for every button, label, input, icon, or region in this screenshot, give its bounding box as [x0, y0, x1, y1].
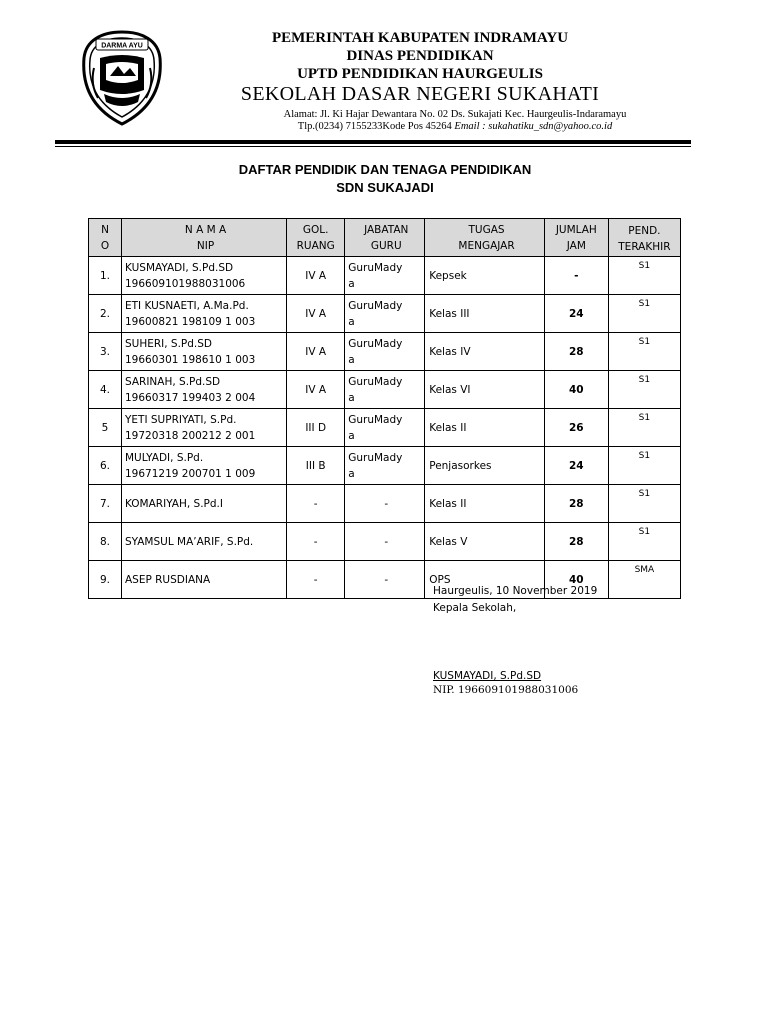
- letterhead-contact: [225, 121, 685, 132]
- cell-nip: 19720318 200212 2 001: [124, 429, 256, 442]
- cell-pend: S1: [608, 257, 680, 295]
- cell-jam: 28: [544, 333, 608, 371]
- signature-role: Kepala Sekolah,: [433, 602, 517, 614]
- letterhead-unit: UPTD PENDIDIKAN HAURGEULIS: [297, 66, 543, 82]
- cell-no: 4.: [89, 371, 122, 409]
- document-title: DAFTAR PENDIDIK DAN TENAGA PENDIDIKAN: [238, 162, 532, 177]
- cell-name-nip: [121, 409, 286, 447]
- cell-name: SYAMSUL MA’ARIF, S.Pd.: [121, 523, 286, 561]
- cell-pend: S1: [608, 523, 680, 561]
- header-jabatan-line2: GURU: [370, 239, 402, 252]
- letterhead-school-name: SEKOLAH DASAR NEGERI SUKAHATI: [240, 83, 600, 105]
- cell-no: 1.: [89, 257, 122, 295]
- cell-pend: S1: [608, 295, 680, 333]
- header-pend-line1: PEND.: [628, 225, 661, 237]
- cell-gol: IV A: [287, 333, 345, 371]
- cell-gol: -: [287, 485, 345, 523]
- cell-gol: III B: [287, 447, 345, 485]
- cell-tugas: Penjasorkes: [425, 447, 545, 485]
- cell-jabatan: [345, 295, 425, 333]
- header-gol: [287, 219, 345, 257]
- cell-tugas: Kelas II: [425, 485, 545, 523]
- cell-jam: 24: [544, 447, 608, 485]
- header-pend-line2: TERAKHIR: [618, 241, 671, 253]
- letterhead-government: PEMERINTAH KABUPATEN INDRAMAYU: [271, 30, 569, 46]
- cell-name-nip: [121, 447, 286, 485]
- header-nama-line1: N A M A: [184, 223, 227, 236]
- cell-jabatan-line2: a: [348, 353, 355, 366]
- cell-name: YETI SUPRIYATI, S.Pd.: [124, 413, 237, 426]
- table-row: [89, 523, 681, 561]
- header-no-line1: N: [101, 223, 109, 236]
- table-row: [89, 447, 681, 485]
- cell-tugas: Kepsek: [425, 257, 545, 295]
- cell-jabatan-line1: GuruMady: [348, 451, 403, 464]
- cell-no: 5: [89, 409, 122, 447]
- letterhead-address: Alamat: Jl. Ki Hajar Dewantara No. 02 Ds. Sukajati Kec. Haurgeulis-Indaramayu: [283, 109, 627, 120]
- cell-tugas: Kelas IV: [425, 333, 545, 371]
- cell-tugas: Kelas II: [425, 409, 545, 447]
- cell-no: 6.: [89, 447, 122, 485]
- cell-jabatan: [345, 333, 425, 371]
- cell-jabatan-line1: GuruMady: [348, 299, 403, 312]
- cell-tugas: Kelas V: [425, 523, 545, 561]
- cell-no: 3.: [89, 333, 122, 371]
- letterhead-email: Email : sukahatiku_sdn@yahoo.co.id: [454, 121, 613, 132]
- cell-no: 8.: [89, 523, 122, 561]
- header-pend: [608, 219, 680, 257]
- cell-nip: 196609101988031006: [124, 277, 246, 290]
- header-no: [89, 219, 122, 257]
- header-nama: [121, 219, 286, 257]
- staff-table: [88, 218, 681, 599]
- signature-name: KUSMAYADI, S.Pd.SD: [433, 670, 542, 682]
- cell-name: ETI KUSNAETI, A.Ma.Pd.: [124, 299, 249, 312]
- table-row: [89, 257, 681, 295]
- header-tugas-line1: TUGAS: [468, 223, 505, 236]
- cell-nip: 19660301 198610 1 003: [124, 353, 256, 366]
- cell-jabatan-line1: GuruMady: [348, 261, 403, 274]
- cell-jam: 40: [544, 561, 608, 599]
- cell-jam: -: [544, 257, 608, 295]
- signature-nip: NIP. 196609101988031006: [433, 684, 579, 696]
- table-row: [89, 333, 681, 371]
- letterhead-thin-rule: [55, 146, 691, 147]
- logo-ribbon-text: DARMA AYU: [101, 42, 143, 50]
- cell-gol: -: [287, 523, 345, 561]
- cell-jabatan-line2: a: [348, 315, 355, 328]
- cell-jabatan: [345, 371, 425, 409]
- cell-name-nip: [121, 257, 286, 295]
- cell-name: ASEP RUSDIANA: [121, 561, 286, 599]
- cell-pend: S1: [608, 485, 680, 523]
- cell-jabatan: -: [345, 523, 425, 561]
- table-row: [89, 371, 681, 409]
- cell-pend: S1: [608, 333, 680, 371]
- letterhead-phone: Tlp.(0234) 7155233Kode Pos 45264: [297, 121, 452, 132]
- cell-jabatan-line1: GuruMady: [348, 375, 403, 388]
- header-jumlah-line2: JAM: [566, 239, 586, 252]
- cell-jabatan: -: [345, 561, 425, 599]
- table-row: [89, 295, 681, 333]
- cell-gol: IV A: [287, 371, 345, 409]
- cell-gol: IV A: [287, 257, 345, 295]
- cell-nip: 19671219 200701 1 009: [124, 467, 256, 480]
- header-jabatan-line1: JABATAN: [364, 223, 409, 236]
- cell-jabatan: [345, 447, 425, 485]
- header-nama-line2: NIP: [196, 239, 215, 252]
- cell-pend: S1: [608, 409, 680, 447]
- cell-name: MULYADI, S.Pd.: [124, 451, 204, 464]
- cell-name: KUSMAYADI, S.Pd.SD: [124, 261, 234, 274]
- staff-table-header: [89, 219, 681, 257]
- cell-jabatan: -: [345, 485, 425, 523]
- cell-jam: 26: [544, 409, 608, 447]
- header-jumlah-line1: JUMLAH: [555, 223, 597, 236]
- cell-jabatan-line2: a: [348, 277, 355, 290]
- cell-name-nip: [121, 371, 286, 409]
- header-no-line2: O: [100, 239, 110, 252]
- cell-no: 7.: [89, 485, 122, 523]
- cell-jam: 28: [544, 523, 608, 561]
- header-jumlah: [544, 219, 608, 257]
- cell-tugas: Kelas VI: [425, 371, 545, 409]
- cell-tugas: OPS: [425, 561, 545, 599]
- cell-jabatan-line2: a: [348, 467, 355, 480]
- header-gol-line1: GOL.: [302, 223, 329, 236]
- letterhead-thick-rule: [55, 140, 691, 144]
- cell-name-nip: [121, 333, 286, 371]
- header-gol-line2: RUANG: [296, 239, 335, 252]
- document-subtitle: SDN SUKAJADI: [336, 180, 434, 195]
- cell-no: 2.: [89, 295, 122, 333]
- cell-jabatan-line2: a: [348, 391, 355, 404]
- cell-jabatan-line1: GuruMady: [348, 337, 403, 350]
- cell-nip: 19600821 198109 1 003: [124, 315, 256, 328]
- header-tugas: [425, 219, 545, 257]
- cell-jam: 40: [544, 371, 608, 409]
- table-row: [89, 485, 681, 523]
- cell-pend: S1: [608, 371, 680, 409]
- cell-no: 9.: [89, 561, 122, 599]
- cell-name-nip: [121, 295, 286, 333]
- cell-pend: SMA: [608, 561, 680, 599]
- cell-jabatan-line1: GuruMady: [348, 413, 403, 426]
- cell-jabatan-line2: a: [348, 429, 355, 442]
- cell-name: SARINAH, S.Pd.SD: [124, 375, 221, 388]
- cell-gol: III D: [287, 409, 345, 447]
- header-tugas-line2: MENGAJAR: [458, 239, 515, 252]
- cell-name: SUHERI, S.Pd.SD: [124, 337, 213, 350]
- cell-nip: 19660317 199403 2 004: [124, 391, 256, 404]
- cell-jam: 24: [544, 295, 608, 333]
- cell-name: KOMARIYAH, S.Pd.I: [121, 485, 286, 523]
- staff-table-body: [89, 257, 681, 599]
- cell-gol: -: [287, 561, 345, 599]
- header-row: [89, 219, 681, 257]
- cell-gol: IV A: [287, 295, 345, 333]
- header-jabatan: [345, 219, 425, 257]
- cell-tugas: Kelas III: [425, 295, 545, 333]
- signature-place-date: Haurgeulis, 10 November 2019: [433, 585, 598, 597]
- cell-jabatan: [345, 409, 425, 447]
- cell-pend: S1: [608, 447, 680, 485]
- cell-jabatan: [345, 257, 425, 295]
- letterhead-department: DINAS PENDIDIKAN: [346, 48, 494, 64]
- table-row: [89, 409, 681, 447]
- cell-jam: 28: [544, 485, 608, 523]
